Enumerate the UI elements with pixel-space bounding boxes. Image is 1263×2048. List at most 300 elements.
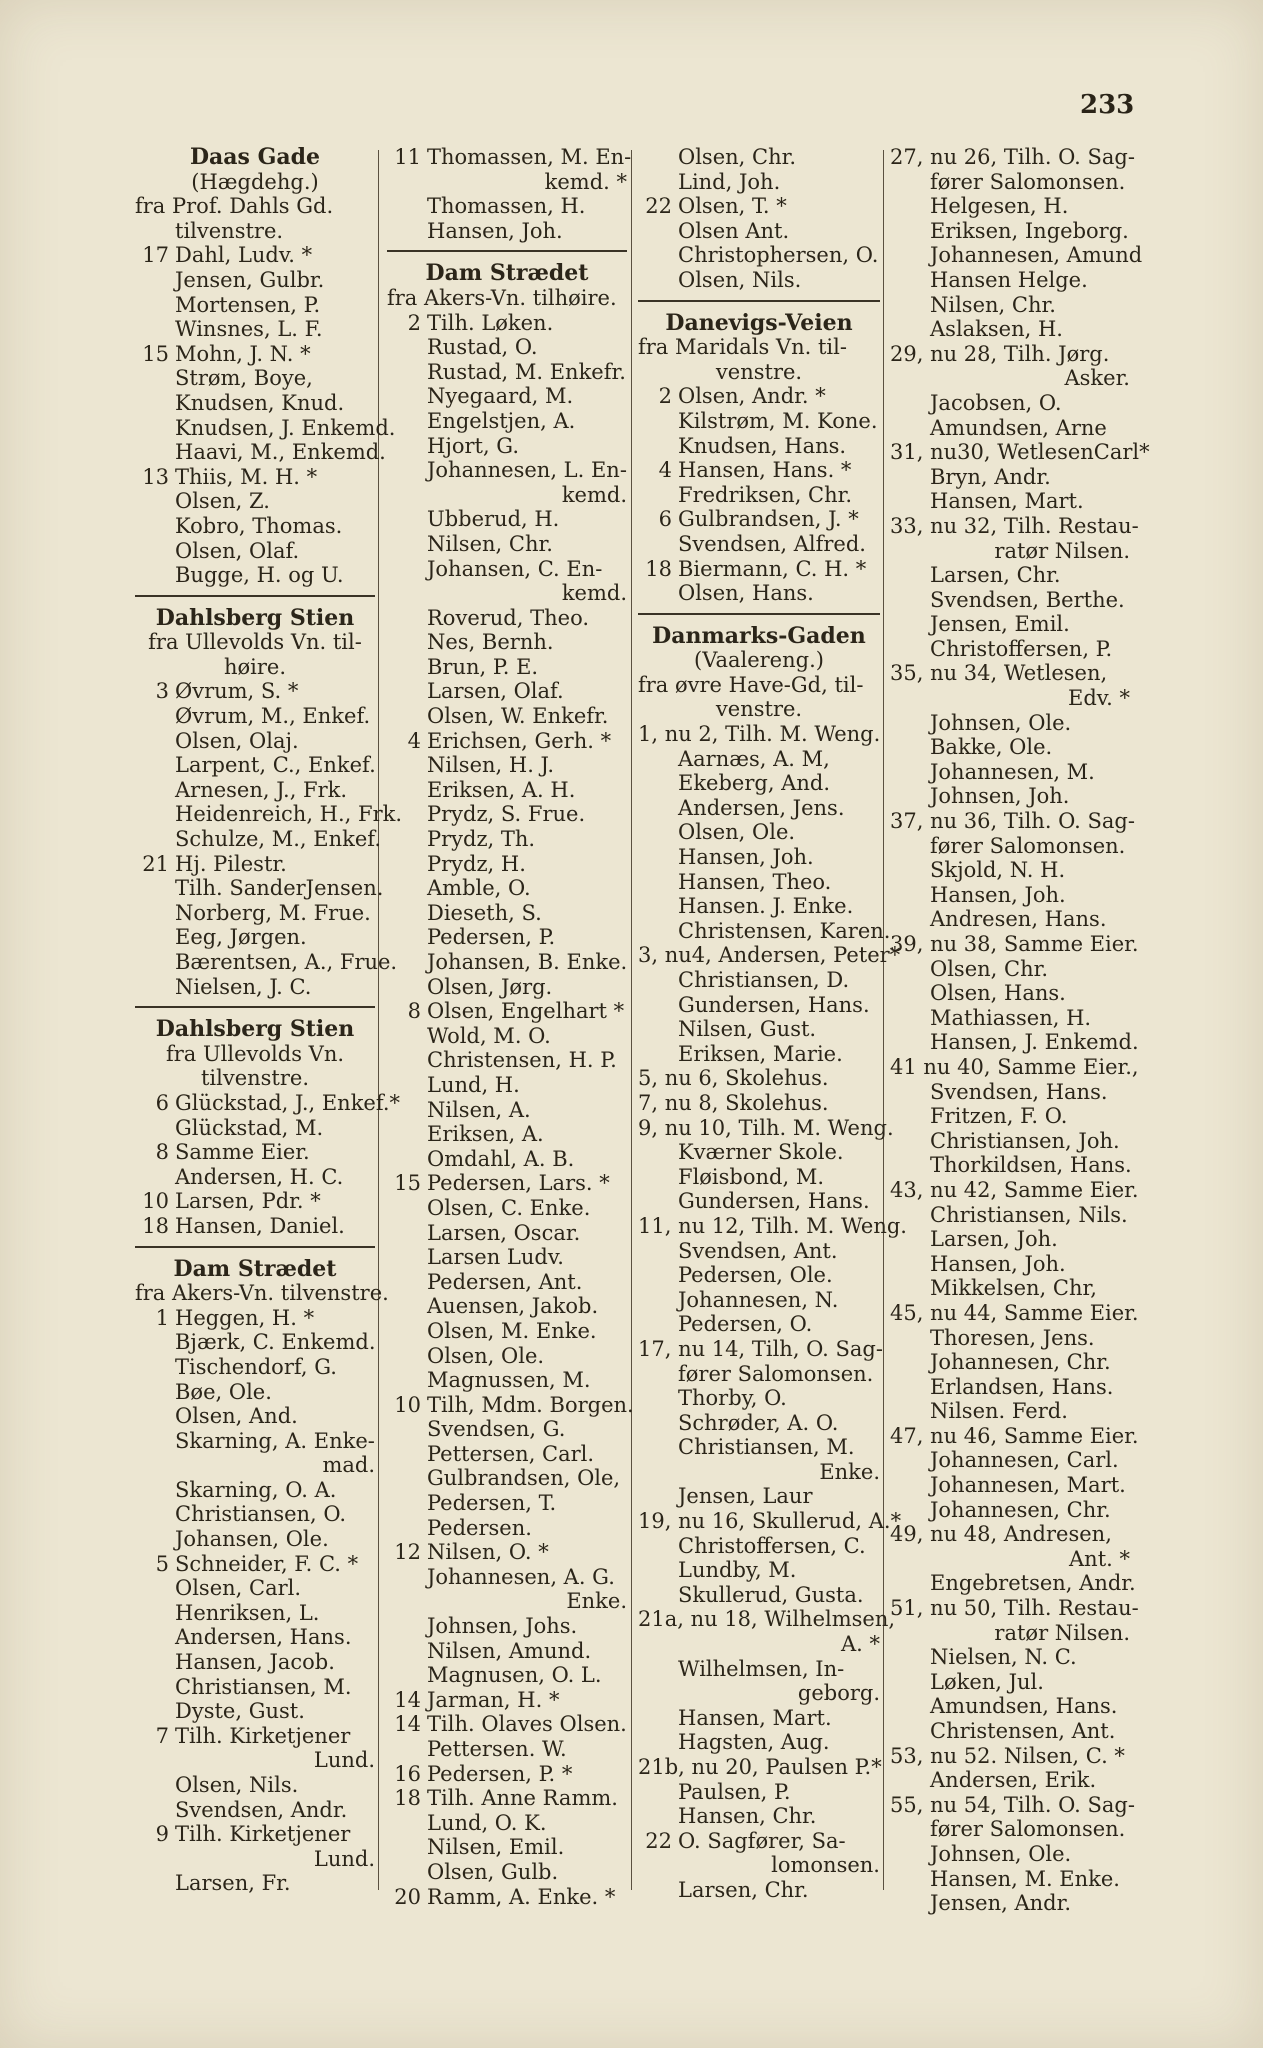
entry-text: 21b, nu 20, Paulsen P.* — [638, 1755, 882, 1779]
resident-entry — [890, 588, 1130, 613]
resident-entry — [890, 1054, 1139, 1080]
resident-entry — [135, 539, 375, 564]
resident-entry — [890, 342, 1130, 367]
resident-entry — [387, 434, 627, 459]
house-entry — [638, 458, 880, 483]
entry-text: Øvrum, M., Enkef. — [175, 704, 371, 729]
resident-entry — [387, 1589, 627, 1614]
entry-text: Hjort, G. — [427, 433, 519, 458]
entry-text: Norberg, M. Frue. — [175, 900, 371, 925]
resident-entry — [638, 1189, 880, 1214]
house-entry — [387, 999, 627, 1024]
resident-entry — [890, 1153, 1130, 1178]
entry-text: Roverud, Theo. — [427, 605, 590, 630]
entry-text: Larsen, Fr. — [175, 1871, 291, 1896]
resident-entry — [387, 1466, 627, 1491]
entry-text: Knudsen, Hans. — [678, 433, 847, 458]
entry-text: Christiansen, Nils. — [930, 1202, 1128, 1227]
resident-entry — [890, 1694, 1130, 1719]
entry-text: fra øvre Have-Gd, til- — [638, 672, 864, 697]
entry-text: fra Akers-Vn. tilvenstre. — [135, 1281, 389, 1306]
entry-text: Thorkildsen, Hans. — [930, 1153, 1132, 1178]
resident-entry — [135, 802, 403, 827]
resident-entry — [638, 1042, 880, 1067]
entry-text: Paulsen, P. — [678, 1779, 791, 1804]
entry-text: Hansen, Chr. — [678, 1804, 817, 1829]
house-number: 15 — [394, 1171, 421, 1196]
resident-entry — [135, 1281, 389, 1306]
resident-entry — [387, 1024, 627, 1049]
entry-text: 31, nu30, WetlesenCarl* — [890, 440, 1150, 465]
entry-text: Tilh. Løken. — [427, 310, 554, 335]
house-number: 3 — [155, 679, 169, 704]
resident-entry — [387, 679, 627, 704]
entry-text: Jensen, Andr. — [930, 1891, 1071, 1916]
house-entry — [135, 1090, 401, 1116]
resident-entry — [890, 1842, 1130, 1867]
house-number: 6 — [155, 1090, 169, 1115]
resident-entry — [387, 1614, 627, 1639]
resident-entry — [638, 1681, 880, 1706]
entry-text: Olsen, Nils. — [678, 267, 802, 292]
entry-text: fra Prof. Dahls Gd. — [135, 194, 334, 219]
street-heading: Dahlsberg Stien — [155, 604, 355, 631]
resident-entry — [135, 1380, 375, 1405]
entry-text: 11, nu 12, Tilh. M. Weng. — [638, 1213, 907, 1238]
resident-entry — [135, 1699, 375, 1724]
resident-entry — [638, 1755, 880, 1780]
resident-entry — [135, 1453, 375, 1478]
resident-entry — [387, 1417, 627, 1442]
entry-text: Svendsen, Andr. — [175, 1797, 348, 1822]
column-3 — [638, 145, 907, 1903]
resident-entry — [387, 384, 627, 409]
entry-text: mad. — [322, 1453, 375, 1478]
entry-text: Olsen, W. Enkefr. — [427, 704, 609, 729]
entry-text: Tilh, Mdm. Borgen. — [427, 1392, 634, 1417]
entry-text: Thiis, M. H. * — [175, 464, 318, 489]
entry-text: Hansen, Mart. — [678, 1705, 832, 1730]
entry-text: Tilh. Kirketjener — [175, 1723, 351, 1748]
entry-text: Dieseth, S. — [427, 900, 542, 925]
resident-entry — [638, 894, 880, 919]
resident-entry — [387, 975, 627, 1000]
resident-entry — [890, 981, 1130, 1006]
entry-text: Brun, P. E. — [427, 654, 539, 679]
resident-entry — [387, 704, 627, 729]
entry-text: Amble, O. — [427, 876, 531, 901]
entry-text: Hansen, Joh. — [930, 1251, 1066, 1276]
entry-text: fører Salomonsen. — [930, 169, 1126, 194]
entry-text: Glückstad, M. — [175, 1115, 324, 1140]
resident-entry — [638, 697, 880, 722]
house-number: 13 — [142, 464, 169, 489]
entry-text: kemd. * — [544, 169, 627, 194]
entry-text: Christensen, Karen. — [678, 918, 891, 943]
resident-entry — [638, 1706, 880, 1731]
resident-entry — [638, 870, 880, 895]
resident-entry — [638, 483, 880, 508]
entry-text: Johansen, Ole. — [175, 1527, 329, 1552]
entry-text: Olsen, Nils. — [175, 1773, 299, 1797]
entry-text: Pettersen, Carl. — [427, 1441, 595, 1466]
entry-text: kemd. — [561, 581, 627, 606]
resident-entry — [387, 950, 627, 975]
house-number: 8 — [155, 1140, 169, 1165]
house-number: 22 — [645, 1828, 672, 1853]
entry-text: Olsen, Chr. — [930, 956, 1049, 981]
entry-text: Olsen, Ole. — [427, 1343, 545, 1368]
resident-entry — [890, 1571, 1136, 1596]
resident-entry — [135, 876, 384, 901]
resident-entry — [135, 1871, 375, 1896]
entry-text: Fritzen, F. O. — [930, 1104, 1068, 1129]
resident-entry — [638, 1632, 880, 1657]
resident-entry — [135, 1527, 375, 1552]
house-number: 10 — [142, 1189, 169, 1214]
house-entry — [387, 1885, 627, 1910]
entry-text: O. Sagfører, Sa- — [678, 1828, 846, 1853]
entry-text: 29, nu 28, Tilh. Jørg. — [890, 341, 1110, 366]
entry-text: Olsen, Olaf. — [175, 538, 300, 563]
entry-text: Arnesen, J., Frk. — [175, 777, 348, 802]
resident-entry — [638, 1091, 880, 1116]
resident-entry — [890, 932, 1139, 957]
house-entry — [135, 1552, 375, 1577]
entry-text: Nilsen, A. — [427, 1097, 531, 1122]
entry-text: Christensen, H. P. — [427, 1048, 617, 1073]
entry-text: Olsen, Z. — [175, 489, 270, 514]
resident-entry — [890, 1080, 1130, 1105]
resident-entry — [135, 1066, 375, 1091]
resident-entry — [638, 1804, 880, 1829]
resident-entry — [638, 820, 880, 845]
resident-entry — [387, 1221, 627, 1246]
resident-entry — [135, 753, 375, 778]
entry-text: Olsen, Jørg. — [427, 974, 553, 999]
resident-entry — [890, 1300, 1139, 1326]
resident-entry — [890, 416, 1130, 441]
entry-text: Knudsen, Knud. — [175, 390, 345, 415]
entry-text: Hj. Pilestr. — [175, 851, 287, 876]
house-number: 4 — [407, 728, 421, 753]
entry-text: Winsnes, L. F. — [175, 317, 323, 342]
entry-text: ratør Nilsen. — [994, 1620, 1130, 1645]
resident-entry — [638, 1239, 880, 1264]
resident-entry — [638, 1165, 880, 1190]
resident-entry — [638, 360, 880, 385]
entry-text: Helgesen, H. — [930, 194, 1069, 219]
house-entry — [638, 1829, 880, 1854]
resident-entry — [890, 539, 1130, 564]
resident-entry — [890, 170, 1130, 195]
resident-entry — [387, 532, 627, 557]
resident-entry — [638, 1558, 880, 1583]
entry-text: Pedersen, T. — [427, 1491, 557, 1516]
resident-entry — [387, 335, 627, 360]
street-heading: Daas Gade — [189, 144, 321, 170]
entry-text: Larpent, C., Enkef. — [175, 753, 376, 778]
resident-entry — [135, 194, 375, 219]
house-number: 14 — [394, 1712, 421, 1737]
entry-text: Larsen, Pdr. * — [175, 1189, 321, 1214]
house-number: 15 — [142, 341, 169, 366]
entry-text: Lind, Joh. — [678, 169, 781, 194]
resident-entry — [638, 1336, 883, 1362]
entry-text: Aarnæs, A. M, — [678, 746, 830, 771]
house-entry — [135, 465, 375, 490]
house-entry — [135, 679, 375, 704]
resident-entry — [387, 219, 627, 244]
entry-text: Mohn, J. N. * — [175, 341, 311, 366]
resident-entry — [387, 1811, 627, 1836]
entry-text: Gundersen, Hans. — [678, 1189, 870, 1214]
entry-text: Amundsen, Arne — [930, 415, 1107, 440]
entry-text: Hansen, J. Enkemd. — [930, 1030, 1139, 1055]
resident-entry — [387, 1294, 627, 1319]
resident-entry — [638, 1460, 880, 1485]
resident-entry — [387, 507, 627, 532]
resident-entry — [890, 440, 1150, 465]
entry-text: Schulze, M., Enkef. — [175, 827, 381, 852]
entry-text: Nilsen, Gust. — [678, 1017, 817, 1042]
entry-text: Nilsen, Emil. — [427, 1835, 565, 1860]
resident-entry — [387, 1270, 627, 1295]
entry-text: Tischendorf, G. — [175, 1354, 337, 1379]
entry-text: Jensen, Laur — [678, 1484, 813, 1509]
resident-entry — [135, 975, 375, 1000]
house-entry — [135, 852, 375, 877]
entry-text: Ramm, A. Enke. * — [427, 1884, 616, 1909]
resident-entry — [890, 1670, 1130, 1695]
resident-entry — [890, 957, 1130, 982]
street-heading: Dam Strædet — [173, 1255, 337, 1282]
entry-text: Knudsen, J. Enkemd. — [175, 415, 396, 440]
entry-text: Bøe, Ole. — [175, 1379, 272, 1404]
street-separator — [638, 300, 880, 311]
entry-text: Johannesen, Mart. — [930, 1473, 1126, 1498]
resident-entry — [135, 268, 375, 293]
entry-text: Larsen Ludv. — [427, 1245, 564, 1270]
entry-text: Enke. — [819, 1459, 880, 1484]
entry-text: Eriksen, Marie. — [678, 1041, 843, 1066]
resident-entry — [890, 366, 1130, 391]
resident-entry — [387, 170, 627, 195]
house-entry — [638, 507, 880, 532]
house-entry — [387, 1786, 627, 1811]
house-entry — [135, 1140, 375, 1165]
entry-text: Pedersen, P. * — [427, 1761, 573, 1786]
entry-text: ratør Nilsen. — [994, 538, 1130, 563]
column-1 — [135, 144, 403, 1896]
entry-text: Schneider, F. C. * — [175, 1551, 359, 1576]
entry-text: Jensen, Gulbr. — [175, 267, 325, 292]
entry-text: (Hægdehg.) — [191, 169, 319, 194]
resident-entry — [387, 409, 627, 434]
entry-text: Johnsen, Ole. — [930, 710, 1072, 735]
resident-entry — [890, 711, 1130, 736]
resident-entry — [387, 557, 627, 582]
resident-entry — [638, 1411, 880, 1436]
resident-entry — [890, 1645, 1130, 1670]
entry-text: Mortensen, P. — [175, 292, 321, 317]
entry-text: Pedersen, O. — [678, 1312, 813, 1337]
entry-text: Svendsen, Ant. — [678, 1238, 838, 1263]
column-4 — [890, 145, 1150, 1916]
entry-text: Christophersen, O. — [678, 243, 879, 268]
resident-entry — [890, 1129, 1130, 1154]
resident-entry — [387, 1073, 627, 1098]
street-heading: Dahlsberg Stien — [155, 1016, 355, 1043]
house-entry — [135, 342, 375, 367]
resident-entry — [638, 1213, 907, 1239]
resident-entry — [638, 243, 880, 268]
entry-text: Magnusen, O. L. — [427, 1663, 602, 1688]
entry-text: Larsen, Chr. — [678, 1877, 809, 1902]
resident-entry — [135, 219, 375, 244]
entry-text: Edv. * — [1068, 686, 1130, 711]
entry-text: fra Akers-Vn. tilhøire. — [387, 285, 617, 310]
resident-entry — [387, 1196, 627, 1221]
entry-text: Christensen, Ant. — [930, 1719, 1116, 1743]
resident-entry — [387, 1147, 627, 1172]
resident-entry — [890, 1177, 1139, 1203]
entry-text: Christiansen, D. — [678, 968, 850, 992]
entry-text: Nilsen, Amund. — [427, 1638, 592, 1663]
resident-entry — [638, 1780, 880, 1805]
entry-text: venstre. — [715, 359, 803, 384]
resident-entry — [387, 1344, 627, 1369]
resident-entry — [135, 391, 375, 416]
resident-entry — [638, 1263, 880, 1288]
resident-entry — [890, 784, 1130, 809]
resident-entry — [135, 1748, 375, 1773]
resident-entry — [638, 1853, 880, 1878]
house-number: 20 — [394, 1884, 421, 1909]
resident-entry — [387, 360, 627, 385]
column-divider — [631, 150, 632, 1890]
resident-entry — [638, 673, 880, 698]
resident-entry — [638, 219, 880, 244]
resident-entry — [890, 1227, 1130, 1252]
resident-entry — [387, 1245, 627, 1270]
resident-entry — [387, 1098, 627, 1123]
entry-text: Svendsen, Hans. — [930, 1079, 1108, 1104]
resident-entry — [135, 514, 375, 539]
entry-text: Larsen, Chr. — [930, 563, 1061, 588]
entry-text: Jacobsen, O. — [930, 390, 1062, 415]
resident-entry — [387, 1737, 627, 1762]
resident-entry — [135, 366, 375, 391]
house-entry — [387, 1540, 627, 1565]
resident-entry — [890, 1252, 1130, 1277]
entry-text: Omdahl, A. B. — [427, 1146, 575, 1171]
resident-entry — [890, 686, 1130, 711]
entry-text: Asker. — [1064, 366, 1130, 391]
entry-text: Hansen Helge. — [930, 267, 1088, 292]
resident-entry — [638, 648, 880, 673]
entry-text: tilvenstre. — [175, 218, 284, 243]
resident-entry — [387, 1663, 627, 1688]
entry-text: A. * — [840, 1632, 880, 1657]
entry-text: Skullerud, Gusta. — [678, 1582, 864, 1607]
resident-entry — [890, 760, 1130, 785]
resident-entry — [638, 1362, 880, 1387]
resident-entry — [890, 194, 1130, 219]
entry-text: 7, nu 8, Skolehus. — [638, 1090, 829, 1115]
entry-text: Lundby, M. — [678, 1558, 797, 1583]
resident-entry — [638, 581, 880, 606]
resident-entry — [387, 827, 627, 852]
resident-entry — [135, 901, 375, 926]
entry-text: Johansen, B. Enke. — [427, 950, 628, 974]
entry-text: Hansen, M. Enke. — [930, 1866, 1120, 1891]
entry-text: Mathiassen, H. — [930, 1005, 1092, 1030]
entry-text: Andersen, Jens. — [678, 795, 845, 820]
entry-text: 5, nu 6, Skolehus. — [638, 1066, 829, 1091]
resident-entry — [890, 1448, 1130, 1473]
resident-entry — [638, 268, 880, 293]
entry-text: 49, nu 48, Andresen, — [890, 1522, 1112, 1547]
resident-entry — [135, 489, 375, 514]
resident-entry — [135, 415, 396, 441]
resident-entry — [387, 630, 627, 655]
entry-text: Dyste, Gust. — [175, 1699, 305, 1724]
entry-text: Johannesen, Chr. — [930, 1350, 1111, 1375]
resident-entry — [638, 1607, 896, 1632]
resident-entry — [890, 1522, 1130, 1547]
entry-text: 21a, nu 18, Wilhelmsen, — [638, 1607, 896, 1632]
entry-text: Tilh. Kirketjener — [175, 1822, 351, 1847]
resident-entry — [890, 1498, 1130, 1523]
entry-text: Hansen, Mart. — [930, 489, 1084, 514]
resident-entry — [135, 1116, 375, 1141]
entry-text: Olsen, And. — [175, 1404, 298, 1429]
entry-text: Engelstjen, A. — [427, 408, 576, 433]
entry-text: Heidenreich, H., Frk. — [175, 802, 403, 827]
resident-entry — [135, 1165, 375, 1190]
entry-text: 35, nu 34, Wetlesen, — [890, 661, 1108, 686]
resident-entry — [890, 243, 1143, 268]
resident-entry — [890, 1350, 1130, 1375]
entry-text: Jarman, H. * — [427, 1687, 560, 1712]
house-number: 4 — [658, 458, 672, 483]
entry-text: Heggen, H. * — [175, 1305, 315, 1330]
resident-entry — [638, 335, 880, 360]
entry-text: Lund. — [313, 1846, 375, 1871]
entry-text: 37, nu 36, Tilh. O. Sag- — [890, 809, 1135, 834]
entry-text: (Vaalereng.) — [694, 648, 824, 673]
house-number: 7 — [155, 1723, 169, 1748]
resident-entry — [890, 1719, 1130, 1744]
entry-text: Fløisbond, M. — [678, 1164, 825, 1189]
house-number: 18 — [142, 1213, 169, 1238]
entry-text: fører Salomonsen. — [930, 1817, 1126, 1842]
resident-entry — [387, 1860, 627, 1885]
resident-entry — [638, 747, 880, 772]
house-entry — [135, 1306, 375, 1331]
entry-text: Christiansen, M. — [678, 1435, 855, 1460]
entry-text: 9, nu 10, Tilh. M. Weng. — [638, 1115, 894, 1140]
house-entry — [135, 1724, 375, 1749]
entry-text: Olsen, Hans. — [930, 981, 1066, 1006]
entry-text: Svendsen, G. — [427, 1417, 566, 1442]
resident-entry — [890, 465, 1130, 490]
entry-text: Rustad, M. Enkefr. — [427, 359, 626, 384]
resident-entry — [638, 1115, 894, 1141]
entry-text: Hansen, Joh. — [678, 845, 814, 870]
resident-entry — [890, 1596, 1139, 1621]
